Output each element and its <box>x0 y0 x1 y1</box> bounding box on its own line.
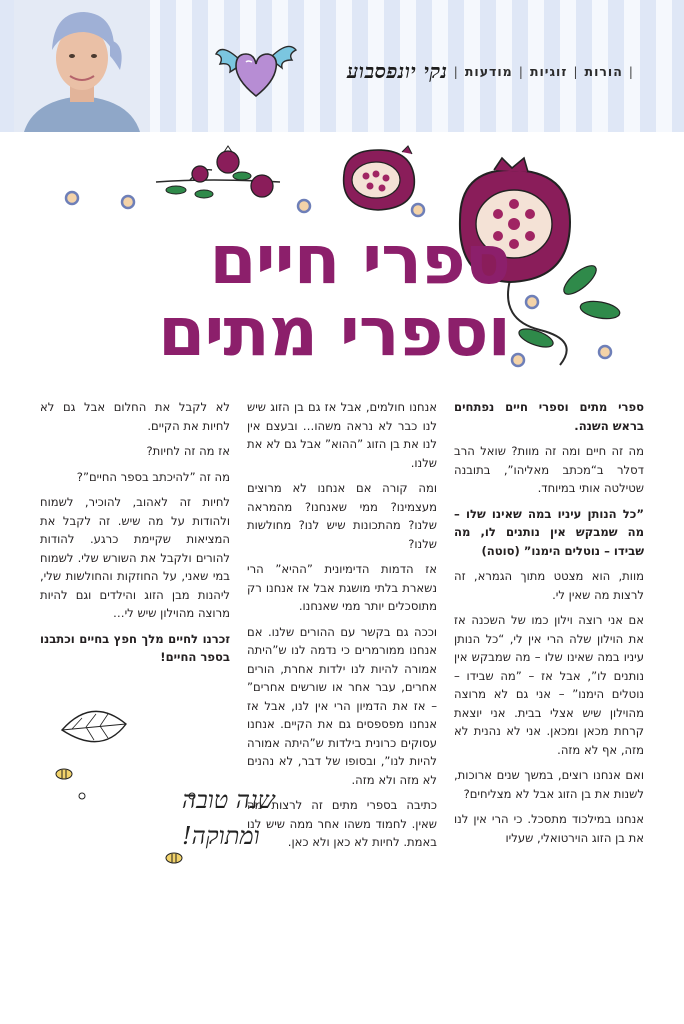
paragraph: אז מה זה לחיות? <box>146 444 230 458</box>
paragraph: ספרי מתים וספרי חיים נפתחים בראש השנה. <box>454 400 644 433</box>
nav-item-parenting[interactable]: הורות <box>584 63 623 79</box>
paragraph: מה זה חיים ומה זה מוות? שואל הרב דסלר ב“מכתב מאליהו”, בתובנה שטילטה אותי במיוחד. <box>454 444 644 495</box>
header-banner <box>0 0 684 132</box>
nav-menu: | הורות | זוגיות | מודעות | <box>453 63 634 79</box>
paragraph: מה זה ”להיכתב בספר החיים”? <box>76 469 230 484</box>
paragraph: ומה קורה אם אנחנו לא מרוצים מעצמינו? ממי שאנחנו? מהמראה שלנו? מהתכונות שיש לנו? מחולשות שלנו? <box>247 481 437 551</box>
column-right <box>454 398 644 854</box>
bee-icon <box>56 769 72 779</box>
brand-block <box>337 54 640 88</box>
winged-heart-icon <box>212 32 298 102</box>
paragraph: ואם אנחנו רוצים, במשך שנים ארוכות, לשנות את בן הזוג אבל לא מצליחים? <box>454 768 644 801</box>
leaf-sketch-icon <box>62 711 126 741</box>
title-line-2: וספרי מתים <box>158 293 510 372</box>
paragraph: אנחנו במילכוד מתסכל. כי הרי אין לנו את בן הזוג הוירטואלי, שעליו <box>454 812 644 845</box>
bee-icon <box>166 853 182 863</box>
greeting-line-2: ומתוקה! <box>182 822 260 850</box>
greeting-sketch <box>42 700 275 890</box>
paragraph: אז הדמות הדימיונית ”ההיא” הרי נשארת בלתי מושגת אבל אז אנחנו רק מתוסכלים יותר ממי שאנחנו. <box>247 562 437 613</box>
closing-blessing: זכרנו לחיים מלך חפץ בחיים וכתבנו בספר החיים! <box>40 631 230 664</box>
author-photo <box>14 0 150 132</box>
paragraph: לא לקבל את החלום אבל גם לא לחיות את הקיים. <box>40 400 230 433</box>
paragraph: לחיות זה לאהוב, להוכיר, לשמוח ולהודות על מה שיש. זה לקבל את המציאות שקיימת כרגע. להודות להורים ולקבל את השורש שלי. לשמוח במי שאני, על החוזקות והחולשות שלי, ליהנות מבן הזוג והילדים וגם להיות מרוצה מהוילון שיש לי… <box>40 495 230 620</box>
paragraph: כתיבה בספרי מתים זה לרצות מה שאין. לחמוד משהו אחר ממה שיש לנו באמת. לחיות לא כאן ולא כאן. <box>247 798 437 849</box>
paragraph: אנחנו חולמים, אבל אז גם בן הזוג שיש לנו כבר לא נראה משהו… ובעצם אין לנו את בן הזוג ”ההוא” אבל גם לא את שלנו. <box>247 400 437 470</box>
nav-item-relationships[interactable]: זוגיות <box>529 63 568 79</box>
article-title <box>30 221 510 372</box>
paragraph: וככה גם בקשר עם ההורים שלנו. אם אנחנו ממורמרים כי נדמה לנו ש”היתה אמורה להיות לנו ילדות אחרת, הורים אחרים, עבר אחר או שורשים אחרים” – אז את הדמיון הרי אין לנו, אבל אז אנחנו מפספסים גם את הקיים. אנחנו עסוקים כרונית בילדות ש”היתה אמורה להיות לנו”, ובסופו של דבר, לא נהנים לא מזה ולא מזה. <box>247 624 437 787</box>
column-left <box>40 398 230 674</box>
greeting-line-1: שנה טובה <box>182 786 275 814</box>
paragraph: מוות, הוא מצטט מתוך הגמרא, זה לרצות מה שאין לי. <box>454 569 644 602</box>
title-line-1: ספרי חיים <box>209 221 510 300</box>
nav-item-awareness[interactable]: מודעות <box>464 63 513 79</box>
brand-name: נקי יונפסבוע <box>347 58 448 83</box>
quote-paragraph: ”כל הנותן עיניו במה שאינו שלו – מה שמבקש אין נותנים לו, מה שבידו – נוטלים הימנו” (סוטה) <box>454 506 644 558</box>
paragraph: אם אני רוצה וילון כמו של השכנה אז את הוילון שלה הרי אין לי, “כל הנותן עיניו במה שאינו שלו – מה שמבקש אין נותנים לו”, אבל אז – ”מה שבידו – נוטלים הימנו” – אני גם לא מרוצה מהוילון שיש אצלי בבית. אני יוצאת קרחת מכאן ומכאן. אני לא נהנית לא מזה, אף לא מזה. <box>454 613 644 757</box>
column-middle <box>247 398 437 859</box>
